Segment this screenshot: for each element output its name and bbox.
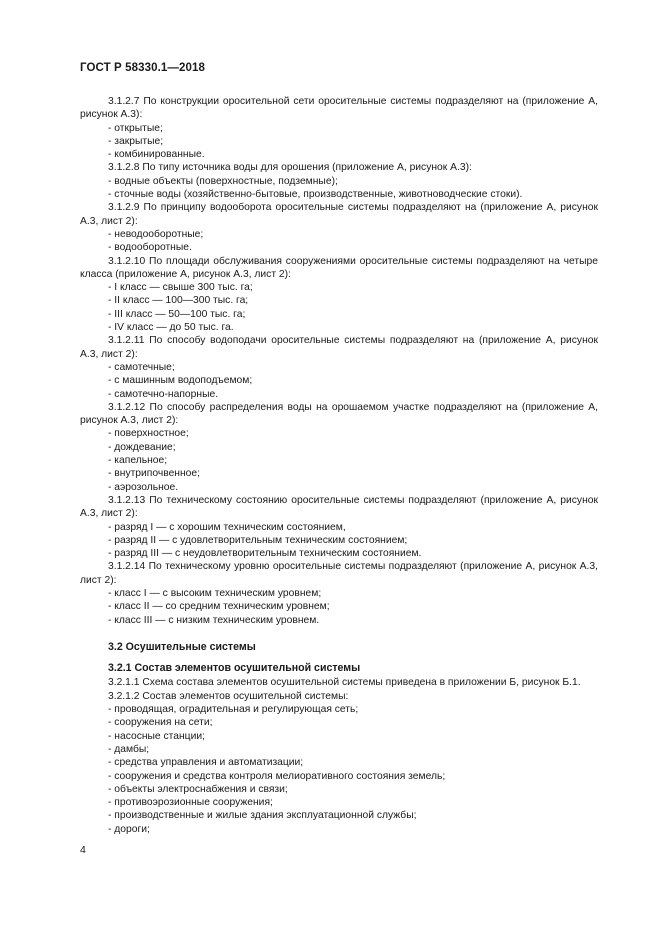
list-item: - неводооборотные;: [108, 228, 204, 240]
list-item: - самотечные;: [108, 361, 175, 373]
document-code-header: ГОСТ Р 58330.1—2018: [80, 62, 205, 74]
clause-paragraph: 3.1.2.11 По способу водоподачи оросительные системы подразделяют на (приложение А, рисунок А.3, лист 2):: [80, 335, 598, 360]
list-item: - разряд I — с хорошим техническим состоянием,: [108, 521, 346, 533]
list-item: - разряд II — с удовлетворительным техническим состоянием;: [108, 534, 408, 546]
list-item: - объекты электроснабжения и связи;: [108, 783, 288, 795]
page-body: [80, 95, 598, 836]
list-item: - дороги;: [108, 823, 150, 835]
list-item: - самотечно-напорные.: [108, 388, 219, 400]
list-item: - средства управления и автоматизации;: [108, 757, 304, 769]
list-item: - поверхностное;: [108, 428, 189, 440]
list-item: - сооружения и средства контроля мелиоративного состояния земель;: [108, 770, 446, 782]
list-item: - аэрозольное.: [108, 481, 179, 493]
list-item: - дождевание;: [108, 441, 176, 453]
list-item: - водные объекты (поверхностные, подземные);: [108, 175, 338, 187]
clause-paragraph: 3.1.2.14 По техническому уровню оросительные системы подразделяют (приложение А, рисунок А.3, лист 2):: [80, 561, 598, 586]
list-item: - с машинным водоподъемом;: [108, 375, 253, 387]
list-item: - сооружения на сети;: [108, 717, 213, 729]
list-item: - противоэрозионные сооружения;: [108, 797, 273, 809]
list-item: - проводящая, оградительная и регулирующая сеть;: [108, 704, 359, 716]
section-heading: 3.2 Осушительные системы: [108, 640, 256, 653]
page-number: 4: [80, 844, 86, 856]
list-item: - III класс — 50—100 тыс. га;: [108, 308, 246, 320]
list-item: - класс I — с высоким техническим уровнем;: [108, 587, 322, 599]
clause-paragraph: 3.1.2.7 По конструкции оросительной сети оросительные системы подразделяют на (приложение А, рисунок А.3):: [80, 96, 598, 121]
list-item: - класс III — с низким техническим уровнем.: [108, 614, 320, 626]
clause-paragraph: 3.1.2.12 По способу распределения воды на орошаемом участке подразделяют на (приложение А, рисунок А.3, лист 2):: [80, 401, 598, 427]
list-item: - внутрипочвенное;: [108, 468, 200, 480]
clause-paragraph: 3.1.2.13 По техническому состоянию оросительные системы подразделяют (приложение А, рисунок А.3, лист 2):: [80, 494, 598, 520]
clause-paragraph: 3.1.2.10 По площади обслуживания сооружениями оросительные системы подразделяют на четыре класса (приложение А, рисунок А.3, лист 2):: [80, 255, 598, 280]
list-item: - дамбы;: [108, 743, 150, 755]
list-item: - I класс — свыше 300 тыс. га;: [108, 282, 253, 294]
list-item: - открытые;: [108, 122, 163, 134]
list-item: - разряд III — с неудовлетворительным техническим состоянием.: [108, 548, 422, 560]
list-item: - IV класс — до 50 тыс. га.: [108, 322, 234, 334]
subsection-heading: 3.2.1 Состав элементов осушительной системы: [108, 662, 361, 675]
list-item: - капельное;: [108, 455, 168, 467]
list-item: - водооборотные.: [108, 242, 192, 254]
list-item: - насосные станции;: [108, 730, 205, 742]
list-item: - II класс — 100—300 тыс. га;: [108, 295, 249, 307]
clause-paragraph: 3.2.1.2 Состав элементов осушительной системы:: [108, 690, 349, 702]
list-item: - комбинированные.: [108, 149, 205, 161]
clause-paragraph: 3.2.1.1 Схема состава элементов осушительной системы приведена в приложении Б, рисунок Б.1.: [108, 677, 581, 689]
clause-paragraph: 3.1.2.9 По принципу водооборота оросительные системы подразделяют на (приложение А, рисунок А.3, лист 2):: [80, 202, 598, 227]
list-item: - класс II — со средним техническим уровнем;: [108, 601, 330, 613]
list-item: - закрытые;: [108, 135, 164, 147]
clause-paragraph: 3.1.2.8 По типу источника воды для орошения (приложение А, рисунок А.3):: [108, 162, 472, 174]
list-item: - производственные и жилые здания эксплуатационной службы;: [108, 810, 417, 822]
list-item: - сточные воды (хозяйственно-бытовые, производственные, животноводческие стоки).: [108, 189, 523, 201]
